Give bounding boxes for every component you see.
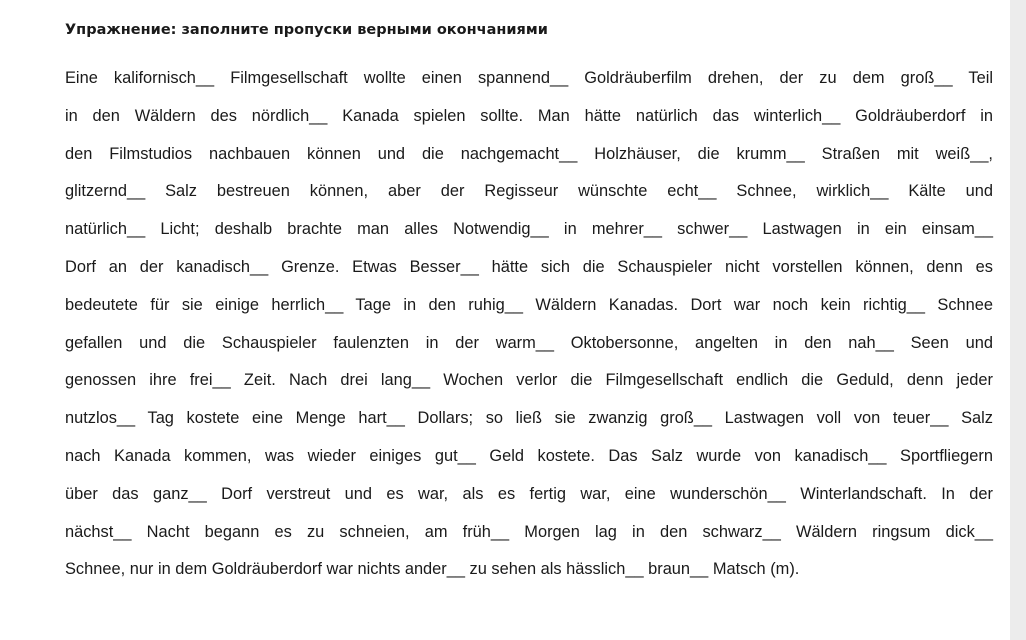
text-line: in den Wäldern des nördlich__ Kanada spielen sollte. Man hätte natürlich das winterlich__ Goldräuberdorf in [65, 106, 993, 125]
text-line: nutzlos__ Tag kostete eine Menge hart__ Dollars; so ließ sie zwanzig groß__ Lastwagen voll von teuer__ Salz [65, 409, 993, 428]
page-edge [1010, 0, 1026, 640]
exercise-text [65, 60, 993, 589]
text-line: Dorf an der kanadisch__ Grenze. Etwas Besser__ hätte sich die Schauspieler nicht vorstellen können, denn es [65, 257, 993, 276]
text-line: bedeutete für sie einige herrlich__ Tage in den ruhig__ Wäldern Kanadas. Dort war noch kein richtig__ Schnee [65, 295, 993, 314]
text-line: genossen ihre frei__ Zeit. Nach drei lang__ Wochen verlor die Filmgesellschaft endlich die Geduld, denn jeder [65, 371, 993, 390]
text-line: den Filmstudios nachbauen können und die nachgemacht__ Holzhäuser, die krumm__ Straßen mit weiß__, [65, 144, 993, 163]
text-line: natürlich__ Licht; deshalb brachte man alles Notwendig__ in mehrer__ schwer__ Lastwagen in ein einsam__ [65, 220, 993, 239]
text-line: glitzernd__ Salz bestreuen können, aber der Regisseur wünschte echt__ Schnee, wirklich__ Kälte und [65, 182, 993, 201]
text-line: über das ganz__ Dorf verstreut und es war, als es fertig war, eine wunderschön__ Winterlandschaft. In der [65, 484, 993, 503]
exercise-title: Упражнение: заполните пропуски верными окончаниями [65, 22, 548, 38]
text-line: nächst__ Nacht begann es zu schneien, am früh__ Morgen lag in den schwarz__ Wäldern ringsum dick__ [65, 522, 993, 541]
text-line: Eine kalifornisch__ Filmgesellschaft wollte einen spannend__ Goldräuberfilm drehen, der zu dem groß__ Teil [65, 69, 993, 87]
text-line: nach Kanada kommen, was wieder einiges gut__ Geld kostete. Das Salz wurde von kanadisch__ Sportfliegern [65, 446, 993, 465]
text-line: gefallen und die Schauspieler faulenzten in der warm__ Oktobersonne, angelten in den nah__ Seen und [65, 333, 993, 352]
text-line: Schnee, nur in dem Goldräuberdorf war nichts ander__ zu sehen als hässlich__ braun__ Matsch (m). [65, 560, 800, 579]
